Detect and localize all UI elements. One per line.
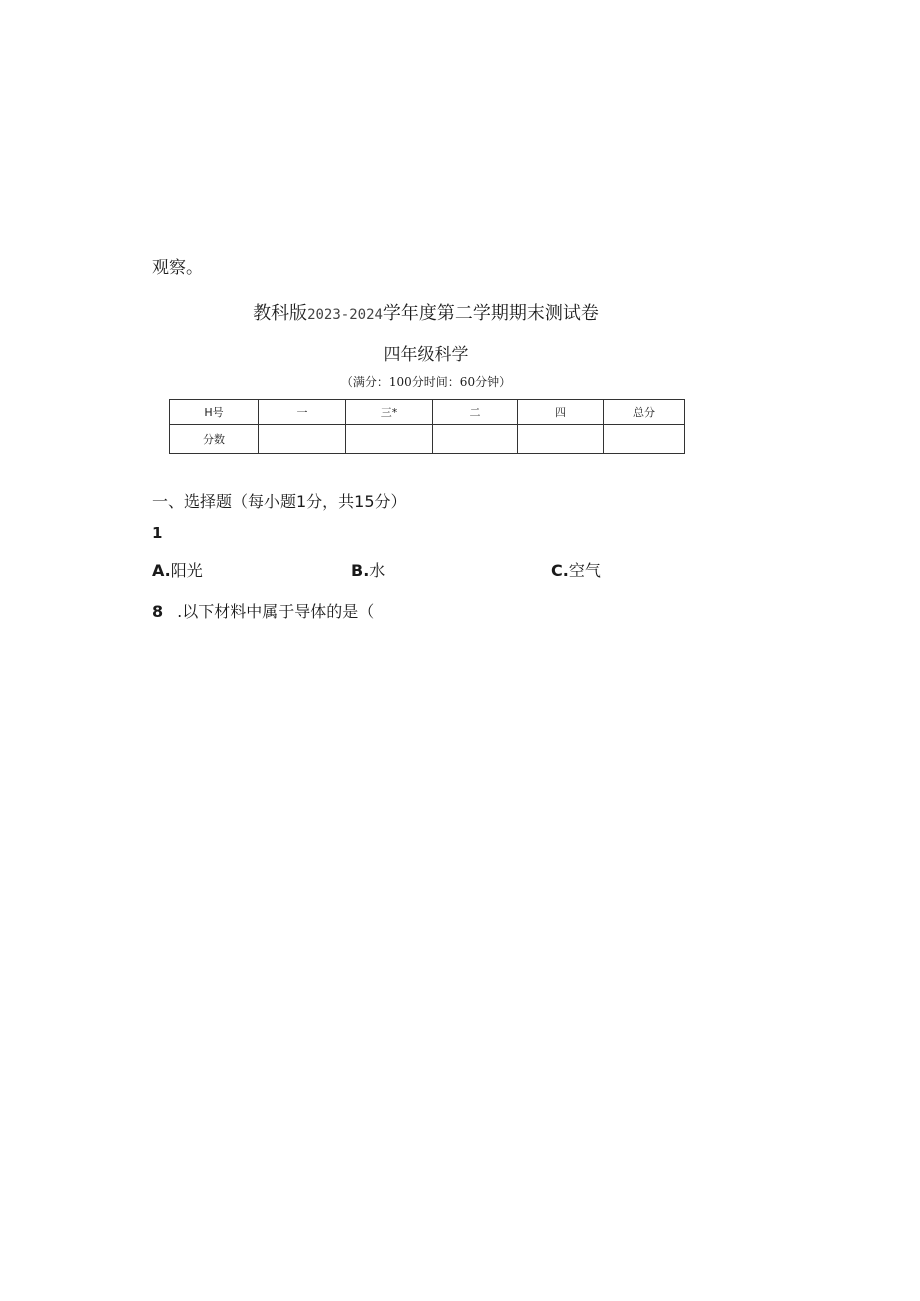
option-text: 阳光	[170, 561, 203, 580]
exam-meta: （满分：100分时间：60分钟）	[340, 375, 512, 389]
option-text: 水	[369, 561, 386, 580]
question-text: .以下材料中属于导体的是（	[177, 602, 375, 621]
title-prefix: 教科版	[253, 303, 308, 324]
score-cell-header: 一	[259, 400, 346, 425]
score-cell-header: 二	[433, 400, 518, 425]
score-cell-header: 四	[518, 400, 604, 425]
score-input-cell[interactable]	[518, 425, 604, 454]
option-letter: A.	[152, 561, 171, 580]
option-a	[152, 558, 203, 581]
score-cell-header: 三*	[346, 400, 433, 425]
score-input-cell[interactable]	[346, 425, 433, 454]
exam-subtitle: 四年级科学	[383, 345, 469, 365]
question-number: 8	[152, 602, 164, 621]
option-b	[351, 558, 385, 581]
score-cell-header: 总分	[604, 400, 685, 425]
prev-page-fragment: 观察。	[152, 258, 203, 278]
score-cell-header: H号	[170, 400, 259, 425]
option-letter: B.	[351, 561, 370, 580]
exam-title	[0, 299, 852, 325]
score-row-label: 分数	[170, 425, 259, 454]
question-8	[152, 599, 374, 622]
score-table	[169, 399, 685, 454]
option-text: 空气	[568, 561, 601, 580]
option-letter: C.	[551, 561, 569, 580]
title-year: 2023-2024	[307, 307, 383, 323]
score-table-score-row	[170, 425, 685, 454]
score-table-header-row	[170, 400, 685, 425]
score-input-cell[interactable]	[604, 425, 685, 454]
title-suffix: 学年度第二学期期末测试卷	[382, 303, 599, 324]
score-input-cell[interactable]	[259, 425, 346, 454]
score-input-cell[interactable]	[433, 425, 518, 454]
question-number: 1	[152, 524, 163, 542]
section-heading: 一、选择题（每小题1分，共15分）	[152, 492, 407, 511]
option-c	[551, 558, 601, 581]
